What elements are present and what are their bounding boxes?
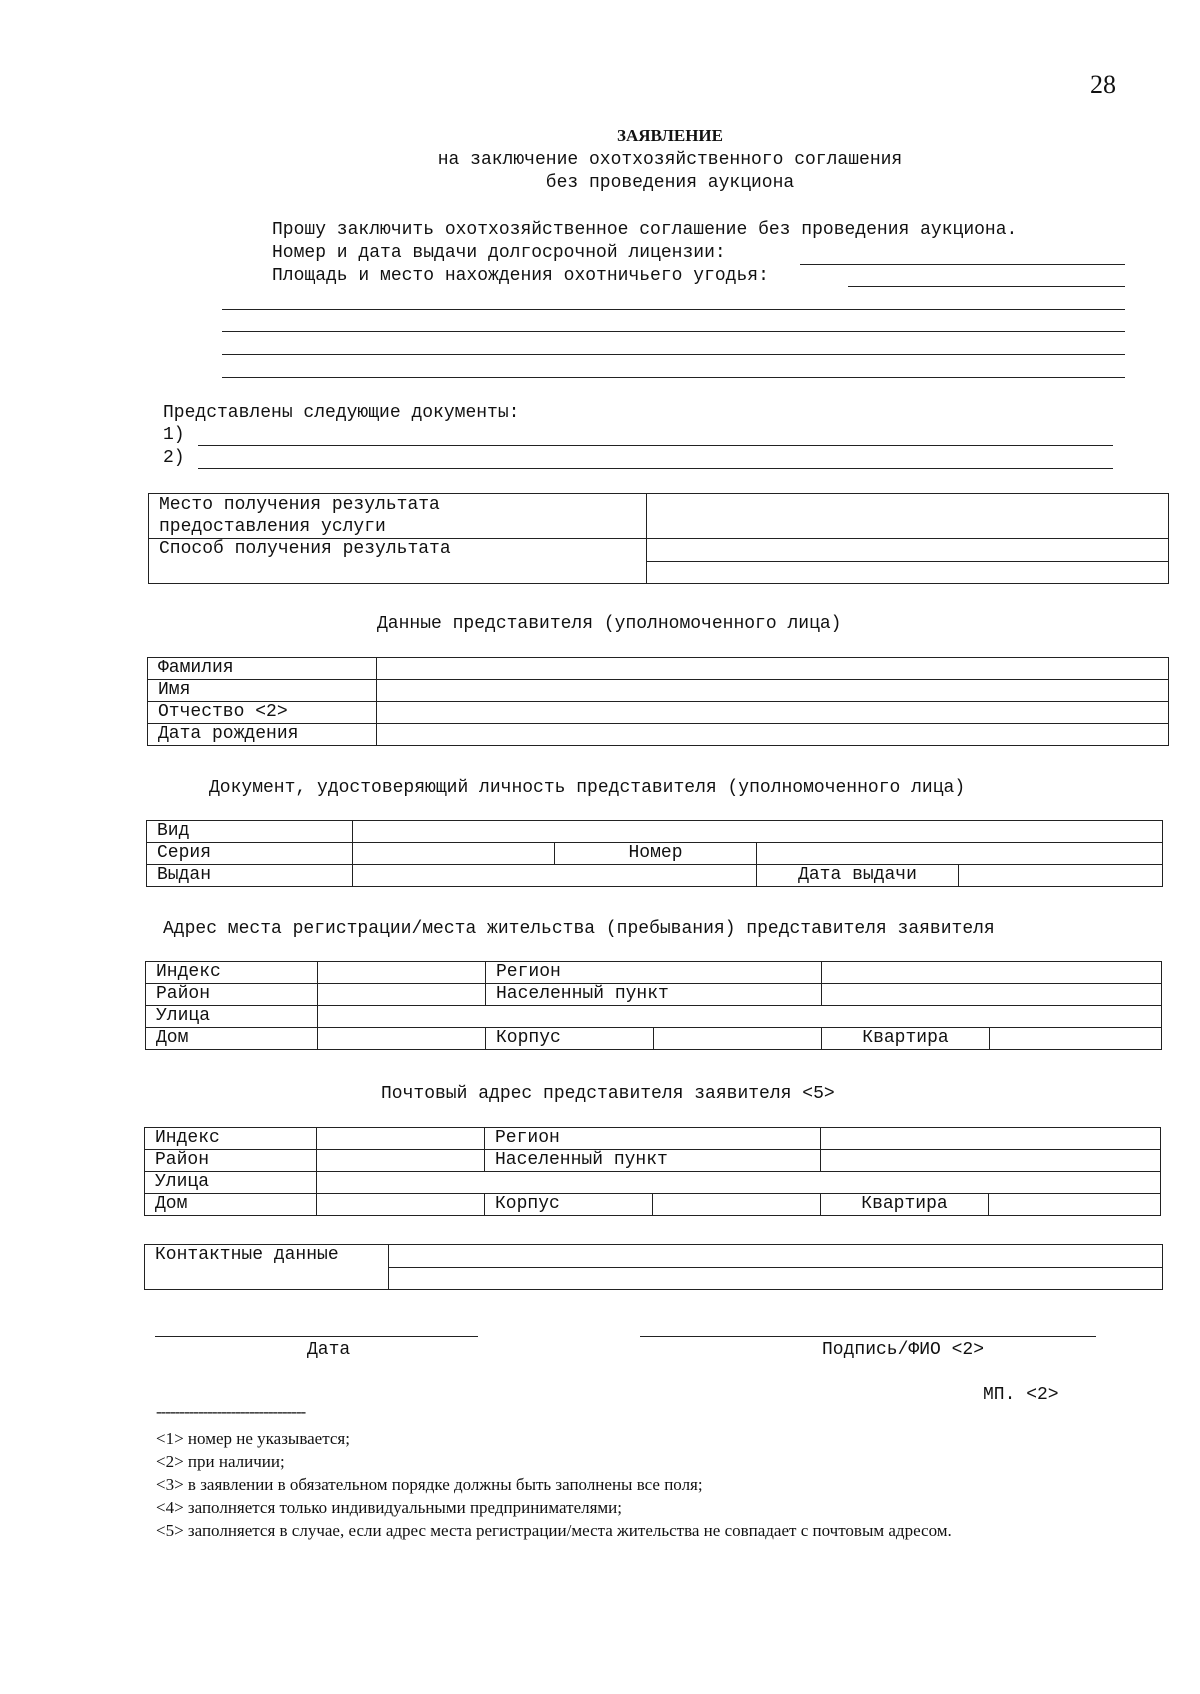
footnote-4: <4> заполняется только индивидуальными предпринимателями; <box>156 1498 623 1517</box>
reg-street-value[interactable] <box>318 1006 1162 1028</box>
document-title: ЗАЯВЛЕНИЕ <box>616 126 723 145</box>
representative-heading: Данные представителя (уполномоченного лица) <box>377 614 842 634</box>
postal-region-label: Регион <box>485 1128 821 1150</box>
reg-region-label: Регион <box>486 962 822 984</box>
doc-type-label: Вид <box>147 821 353 843</box>
contacts-value-1[interactable] <box>389 1245 1163 1268</box>
postal-region-value[interactable] <box>821 1128 1161 1150</box>
documents-item-2-line[interactable] <box>198 468 1113 469</box>
reg-address-heading: Адрес места регистрации/места жительства (пребывания) представителя заявителя <box>163 919 995 939</box>
doc-series-value[interactable] <box>353 843 555 865</box>
postal-street-value[interactable] <box>317 1172 1161 1194</box>
reg-apartment-label: Квартира <box>822 1028 990 1050</box>
reg-locality-value[interactable] <box>822 984 1162 1006</box>
surname-value[interactable] <box>377 658 1169 680</box>
doc-number-label: Номер <box>555 843 757 865</box>
result-table <box>148 493 1169 584</box>
contacts-value-2[interactable] <box>389 1267 1163 1290</box>
documents-item-1: 1) <box>163 425 185 445</box>
name-value[interactable] <box>377 680 1169 702</box>
documents-item-1-line[interactable] <box>198 445 1113 446</box>
name-label: Имя <box>148 680 377 702</box>
postal-locality-label: Населенный пункт <box>485 1150 821 1172</box>
documents-label: Представлены следующие документы: <box>163 403 520 423</box>
doc-series-label: Серия <box>147 843 353 865</box>
reg-index-value[interactable] <box>318 962 486 984</box>
request-text: Прошу заключить охотхозяйственное соглашение без проведения аукциона. <box>272 220 1018 240</box>
reg-street-label: Улица <box>146 1006 318 1028</box>
documents-item-2: 2) <box>163 448 185 468</box>
patronymic-label: Отчество <2> <box>148 702 377 724</box>
doc-issue-date-value[interactable] <box>959 865 1163 887</box>
area-input-line[interactable] <box>848 286 1125 287</box>
reg-apartment-value[interactable] <box>990 1028 1162 1050</box>
reg-index-label: Индекс <box>146 962 318 984</box>
reg-building-label: Корпус <box>486 1028 654 1050</box>
reg-house-label: Дом <box>146 1028 318 1050</box>
birth-date-label: Дата рождения <box>148 724 377 746</box>
postal-apartment-label: Квартира <box>821 1194 989 1216</box>
footnote-1: <1> номер не указывается; <box>156 1429 350 1448</box>
footnote-2: <2> при наличии; <box>156 1452 285 1471</box>
reg-region-value[interactable] <box>822 962 1162 984</box>
date-label: Дата <box>307 1340 351 1360</box>
date-line[interactable] <box>155 1336 478 1337</box>
doc-type-value[interactable] <box>353 821 1163 843</box>
area-input-line-5[interactable] <box>222 377 1125 378</box>
reg-district-label: Район <box>146 984 318 1006</box>
area-input-line-4[interactable] <box>222 354 1125 355</box>
area-label: Площадь и место нахождения охотничьего угодья: <box>272 266 769 286</box>
postal-street-label: Улица <box>145 1172 317 1194</box>
result-place-label: Место получения результата предоставления услуги <box>149 494 647 539</box>
footnote-3: <3> в заявлении в обязательном порядке должны быть заполнены все поля; <box>156 1475 703 1494</box>
signature-label: Подпись/ФИО <2> <box>822 1340 985 1360</box>
document-subtitle-line2: без проведения аукциона <box>545 173 795 193</box>
reg-address-table <box>145 961 1162 1050</box>
postal-building-value[interactable] <box>653 1194 821 1216</box>
postal-address-table <box>144 1127 1161 1216</box>
postal-building-label: Корпус <box>485 1194 653 1216</box>
stamp-label: МП. <2> <box>983 1385 1059 1405</box>
license-label: Номер и дата выдачи долгосрочной лицензии: <box>272 243 726 263</box>
representative-table <box>147 657 1169 746</box>
result-place-value-2[interactable] <box>647 516 1169 539</box>
postal-locality-value[interactable] <box>821 1150 1161 1172</box>
footnote-5: <5> заполняется в случае, если адрес места регистрации/места жительства не совпадает с почтовым адресом. <box>156 1521 952 1540</box>
contacts-label: Контактные данные <box>145 1245 389 1290</box>
doc-number-value[interactable] <box>757 843 1163 865</box>
area-input-line-3[interactable] <box>222 331 1125 332</box>
birth-date-value[interactable] <box>377 724 1169 746</box>
postal-index-label: Индекс <box>145 1128 317 1150</box>
reg-locality-label: Населенный пункт <box>486 984 822 1006</box>
result-method-value[interactable] <box>647 539 1169 562</box>
doc-issued-by-value[interactable] <box>353 865 757 887</box>
area-input-line-2[interactable] <box>222 309 1125 310</box>
patronymic-value[interactable] <box>377 702 1169 724</box>
postal-house-value[interactable] <box>317 1194 485 1216</box>
reg-district-value[interactable] <box>318 984 486 1006</box>
postal-index-value[interactable] <box>317 1128 485 1150</box>
license-input-line[interactable] <box>800 264 1125 265</box>
reg-house-value[interactable] <box>318 1028 486 1050</box>
page-number: 28 <box>1090 70 1116 99</box>
result-method-label: Способ получения результата <box>149 539 647 584</box>
signature-line[interactable] <box>640 1336 1096 1337</box>
result-method-value-2[interactable] <box>647 561 1169 584</box>
doc-issued-by-label: Выдан <box>147 865 353 887</box>
postal-address-heading: Почтовый адрес представителя заявителя <5> <box>381 1084 835 1104</box>
postal-house-label: Дом <box>145 1194 317 1216</box>
surname-label: Фамилия <box>148 658 377 680</box>
postal-district-value[interactable] <box>317 1150 485 1172</box>
reg-building-value[interactable] <box>654 1028 822 1050</box>
footnote-separator: -------------------------------- <box>156 1402 306 1421</box>
contacts-table <box>144 1244 1163 1290</box>
identity-doc-heading: Документ, удостоверяющий личность представителя (уполномоченного лица) <box>209 778 966 798</box>
identity-doc-table <box>146 820 1163 887</box>
doc-issue-date-label: Дата выдачи <box>757 865 959 887</box>
postal-district-label: Район <box>145 1150 317 1172</box>
postal-apartment-value[interactable] <box>989 1194 1161 1216</box>
document-subtitle-line1: на заключение охотхозяйственного соглашения <box>437 150 903 170</box>
result-place-value[interactable] <box>647 494 1169 517</box>
